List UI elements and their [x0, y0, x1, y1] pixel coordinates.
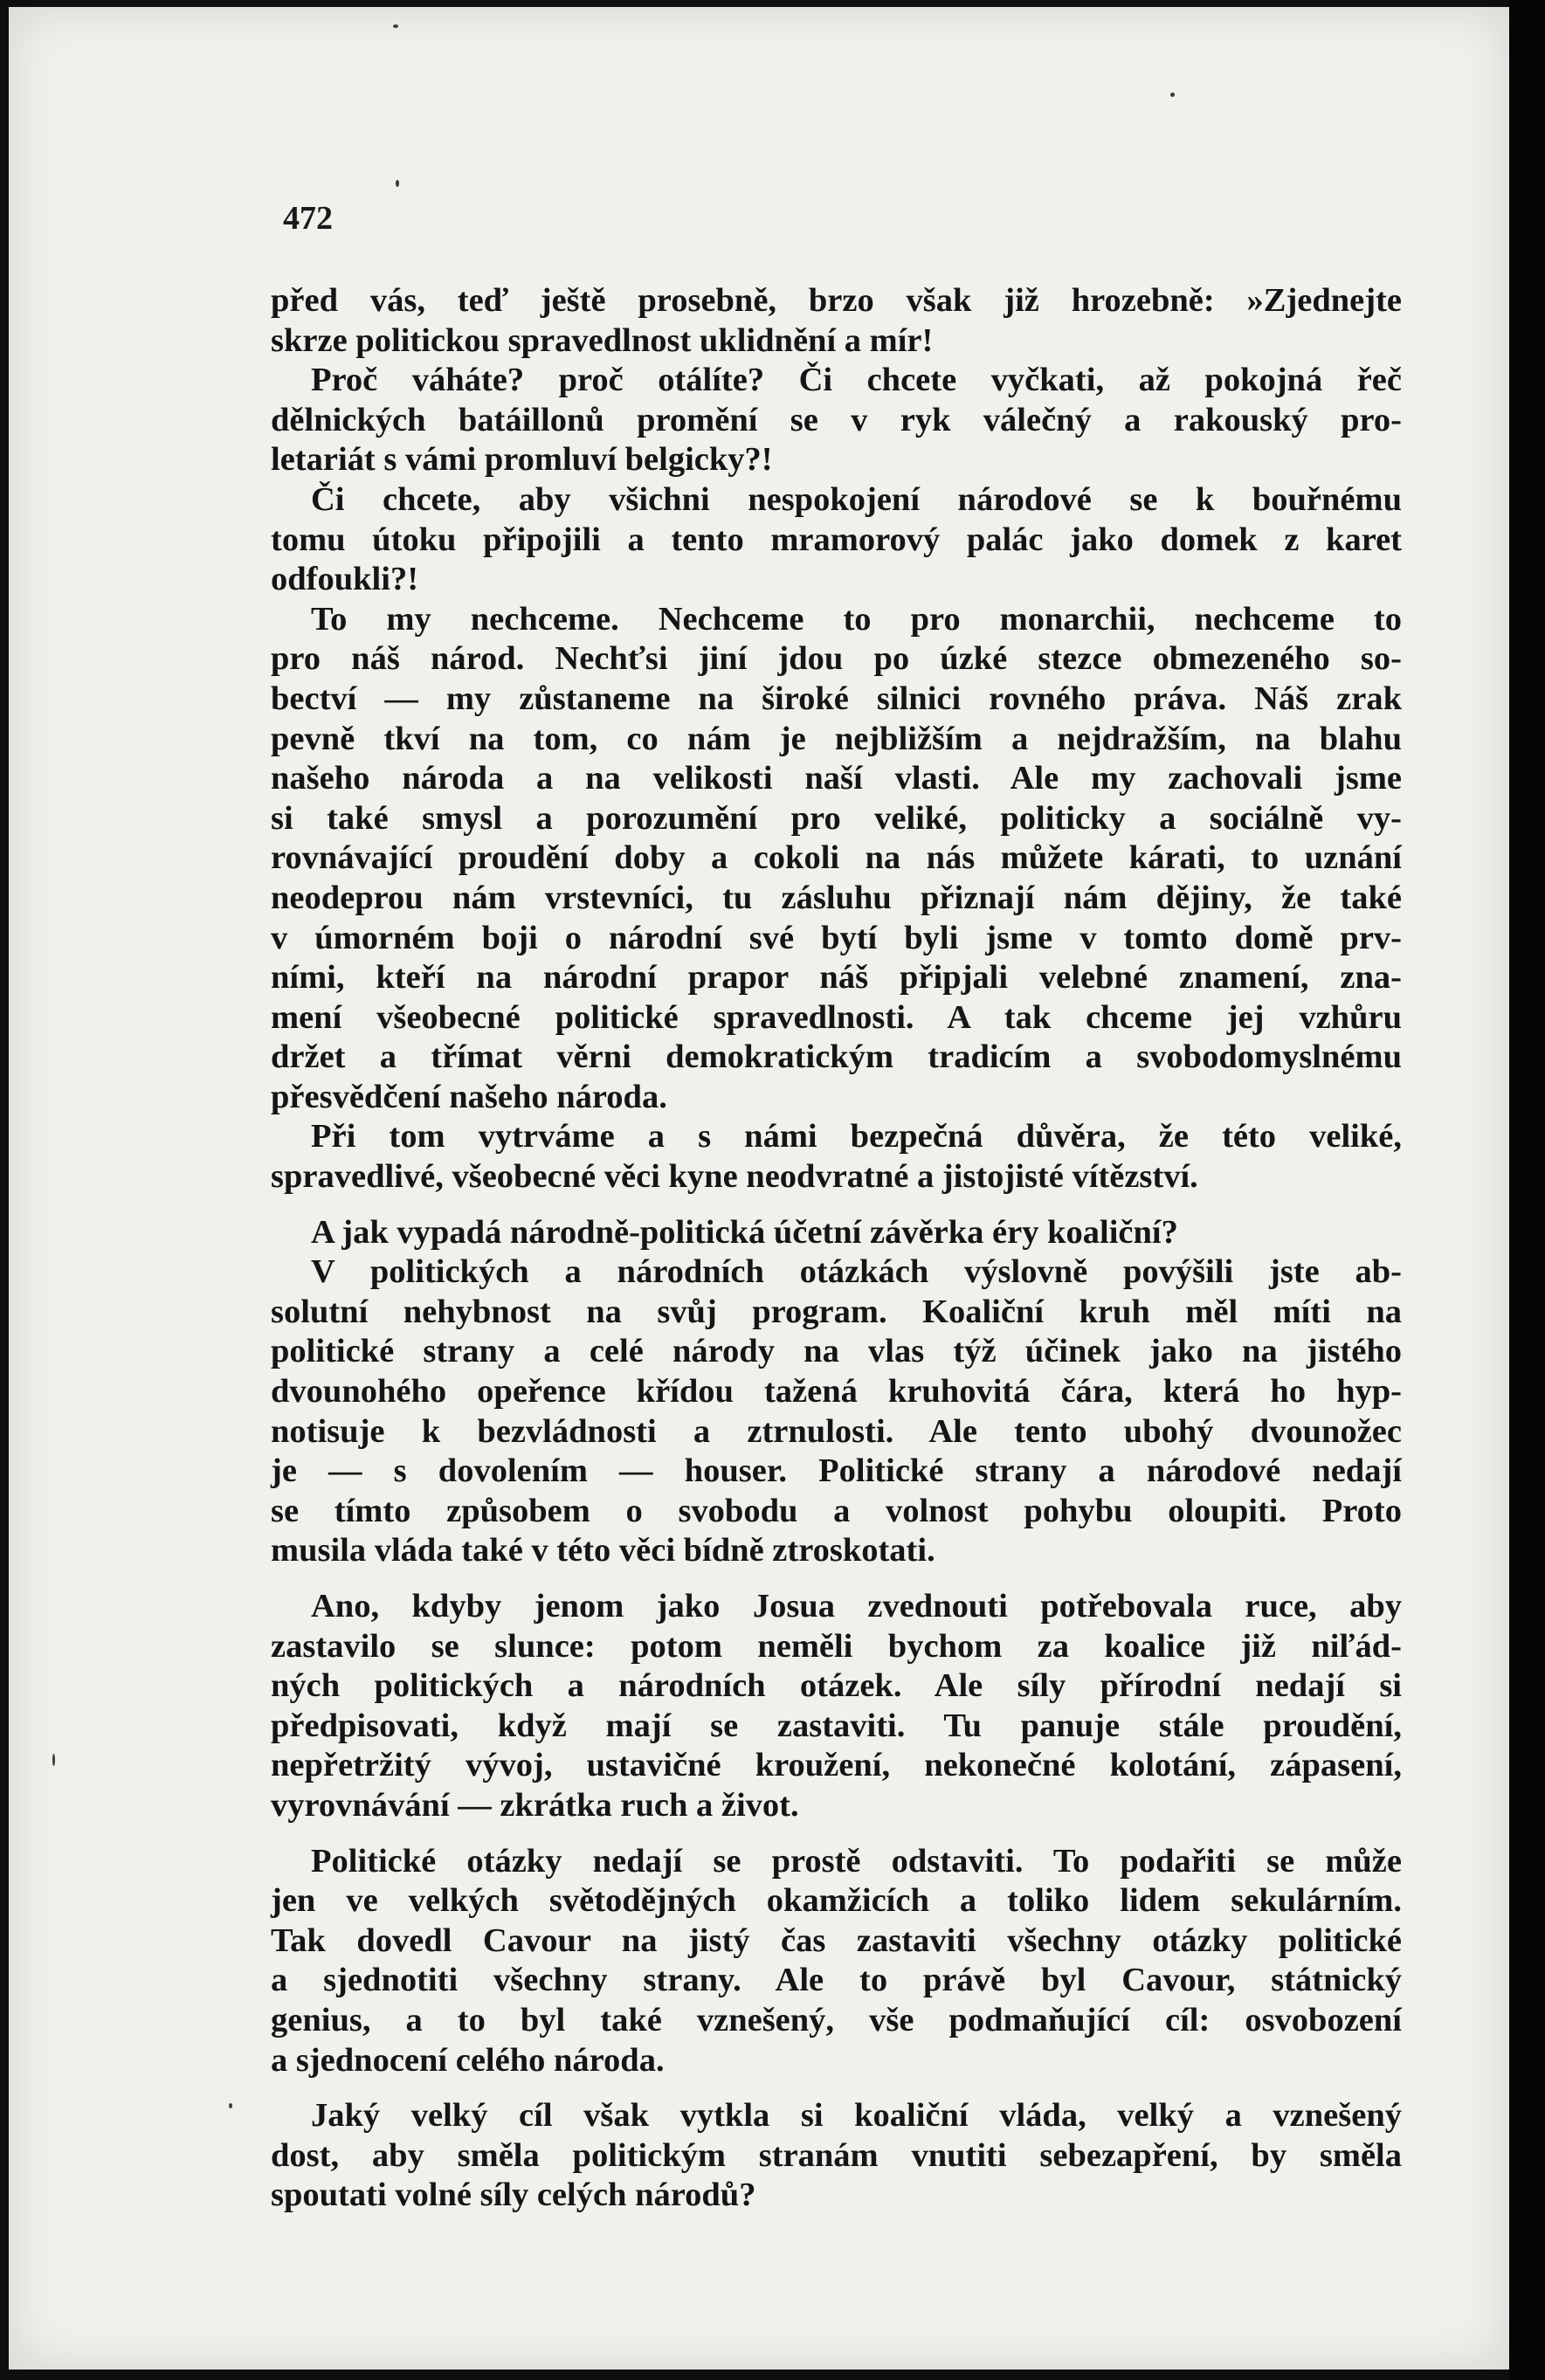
- text-line: To my nechceme. Nechceme to pro monarchii, nechceme to: [311, 600, 1402, 638]
- paragraph-10: [271, 2096, 1402, 2216]
- text-line: notisuje k bezvládnosti a ztrnulosti. Ale tento ubohý dvounožec: [271, 1412, 1402, 1450]
- text-line: pro náš národ. Nechťsi jiní jdou po úzké stezce obmezeného so-: [271, 640, 1402, 678]
- text-line: odfoukli?!: [271, 561, 419, 598]
- text-line: Při tom vytrváme a s námi bezpečná důvěra, že této veliké,: [311, 1118, 1402, 1156]
- text-line: držet a třímat věrni demokratickým tradicím a svobodomyslnému: [271, 1038, 1402, 1076]
- paragraph-5: [271, 1117, 1402, 1197]
- text-line: bectví — my zůstaneme na široké silnici rovného práva. Náš zrak: [271, 680, 1402, 717]
- scan-border: [1509, 0, 1545, 2380]
- text-line: tomu útoku připojili a tento mramorový palác jako domek z karet: [271, 521, 1402, 558]
- text-line: musila vláda také v této věci bídně ztroskotati.: [271, 1532, 935, 1569]
- paragraph-gap: [271, 1826, 1402, 1842]
- scan-speck: [393, 24, 398, 28]
- text-line: dvounohého opeřence křídou tažená kruhovitá čára, která ho hyp-: [271, 1373, 1402, 1411]
- text-line: dělnických batáillonů promění se v ryk válečný a rakouský pro-: [271, 401, 1402, 438]
- paragraph-8: [271, 1587, 1402, 1826]
- text-line: ními, kteří na národní prapor náš připjali velebné znamení, zna-: [271, 959, 1402, 997]
- text-line: genius, a to byl také vznešený, vše podmaňující cíl: osvobození: [271, 2001, 1402, 2039]
- text-line: neodeprou nám vrstevníci, tu zásluhu přiznají nám dějiny, že také: [271, 879, 1402, 916]
- paragraph-gap: [271, 1197, 1402, 1213]
- text-line: je — s dovolením — houser. Politické strany a národové nedají: [271, 1452, 1402, 1490]
- text-line: A jak vypadá národně-politická účetní závěrka éry koaliční?: [311, 1213, 1178, 1251]
- page-number: 472: [283, 200, 333, 237]
- paragraph-4: [271, 600, 1402, 1118]
- text-line: ných politických a národních otázek. Ale síly přírodní nedají si: [271, 1667, 1402, 1705]
- text-line: dost, aby směla politickým stranám vnutiti sebezapření, by směla: [271, 2136, 1402, 2174]
- text-line: V politických a národních otázkách výslovně povýšili jste ab-: [311, 1253, 1402, 1291]
- text-line: spravedlivé, všeobecné věci kyne neodvratné a jistojisté vítězství.: [271, 1158, 1198, 1196]
- text-line: Tak dovedl Cavour na jistý čas zastaviti všechny otázky politické: [271, 1921, 1402, 1959]
- paragraph-gap: [271, 1571, 1402, 1587]
- scan-speck: [52, 1754, 55, 1766]
- text-line: Jaký velký cíl však vytkla si koaliční vláda, velký a vznešený: [311, 2097, 1402, 2135]
- text-line: jen ve velkých světodějných okamžicích a toliko lidem sekulárním.: [271, 1882, 1402, 1920]
- text-line: se tímto způsobem o svobodu a volnost pohybu oloupiti. Proto: [271, 1492, 1402, 1529]
- paragraph-1: [271, 281, 1402, 361]
- text-line: Či chcete, aby všichni nespokojení národové se k bouřnému: [311, 480, 1402, 518]
- text-line: v úmorném boji o národní své bytí byli jsme v tomto domě prv-: [271, 919, 1402, 956]
- text-line: skrze politickou spravedlnost uklidnění a mír!: [271, 321, 934, 359]
- text-line: našeho národa a na velikosti naší vlasti. Ale my zachovali jsme: [271, 760, 1402, 797]
- text-line: politické strany a celé národy na vlas týž účinek jako na jistého: [271, 1333, 1402, 1370]
- text-line: a sjednotiti všechny strany. Ale to právě byl Cavour, státnický: [271, 1962, 1402, 1999]
- text-line: spoutati volné síly celých národů?: [271, 2176, 756, 2214]
- text-line: Politické otázky nedají se prostě odstaviti. To podařiti se může: [311, 1842, 1402, 1880]
- paragraph-gap: [271, 2080, 1402, 2096]
- paragraph-3: [271, 480, 1402, 600]
- text-line: předpisovati, když mají se zastaviti. Tu panuje stále proudění,: [271, 1707, 1402, 1744]
- text-line: nepřetržitý vývoj, ustavičné kroužení, nekonečné kolotání, zápasení,: [271, 1747, 1402, 1784]
- scan-speck: [229, 2103, 232, 2108]
- scan-speck: [396, 180, 399, 187]
- text-line: Proč váháte? proč otálíte? Či chcete vyčkati, až pokojná řeč: [311, 362, 1402, 399]
- text-line: a sjednocení celého národa.: [271, 2041, 665, 2079]
- paragraph-7: [271, 1252, 1402, 1571]
- text-line: Ano, kdyby jenom jako Josua zvednouti potřebovala ruce, aby: [311, 1588, 1402, 1625]
- paragraph-6: [271, 1213, 1402, 1253]
- body-text: [271, 281, 1402, 2216]
- text-line: zastavilo se slunce: potom neměli bychom za koalice již niľád-: [271, 1627, 1402, 1665]
- scan-speck: [1170, 93, 1175, 97]
- text-line: mení všeobecné politické spravedlnosti. A tak chceme jej vzhůru: [271, 998, 1402, 1036]
- text-line: solutní nehybnost na svůj program. Koaliční kruh měl míti na: [271, 1293, 1402, 1330]
- text-line: vyrovnávání — zkrátka ruch a život.: [271, 1786, 799, 1824]
- text-line: letariát s vámi promluví belgicky?!: [271, 441, 773, 479]
- paragraph-9: [271, 1842, 1402, 2081]
- text-line: před vás, teď ještě prosebně, brzo však již hrozebně: »Zjednejte: [271, 282, 1402, 319]
- text-line: si také smysl a porozumění pro veliké, politicky a sociálně vy-: [271, 799, 1402, 837]
- text-line: pevně tkví na tom, co nám je nejbližším a nejdražším, na blahu: [271, 720, 1402, 757]
- paragraph-2: [271, 361, 1402, 480]
- text-line: přesvědčení našeho národa.: [271, 1078, 667, 1115]
- text-line: rovnávající proudění doby a cokoli na nás můžete kárati, to uznání: [271, 839, 1402, 877]
